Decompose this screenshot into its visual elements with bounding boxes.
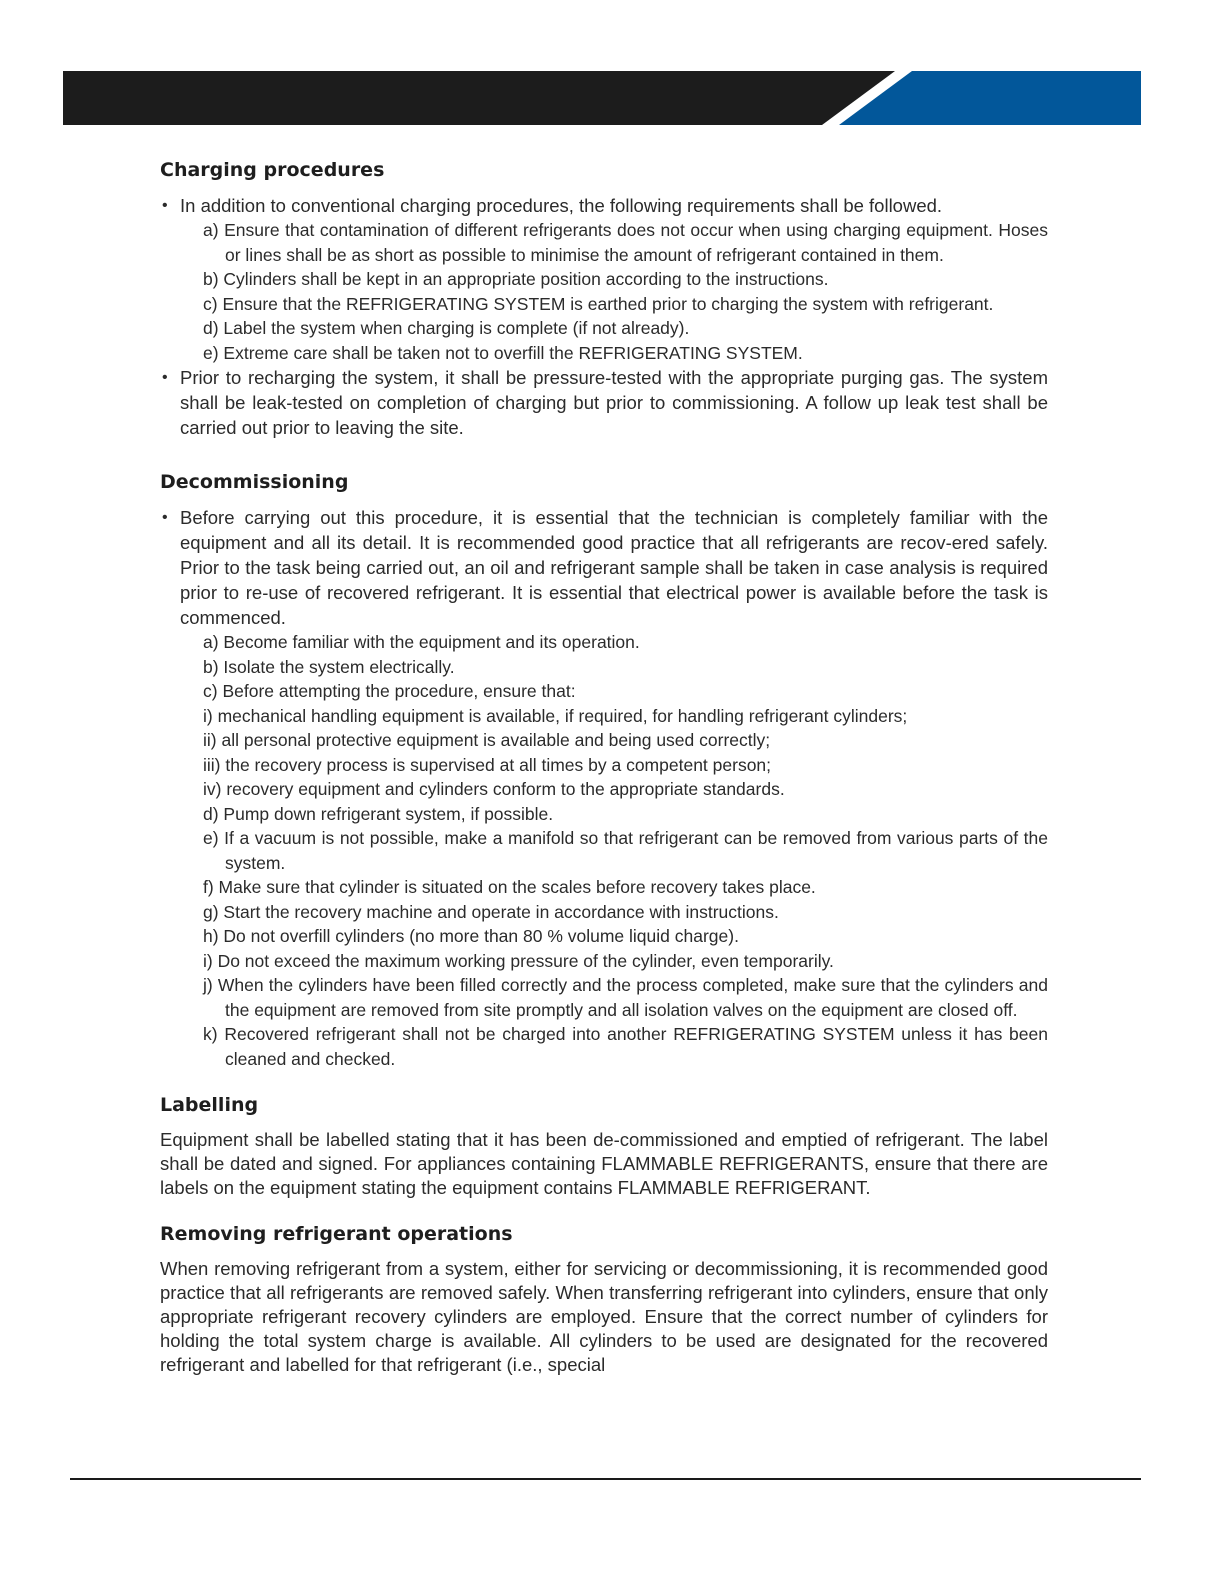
decommissioning-item-e: e) If a vacuum is not possible, make a manifold so that refrigerant can be removed from various parts of the system.	[203, 828, 1048, 873]
charging-item-c: c) Ensure that the REFRIGERATING SYSTEM is earthed prior to charging the system with refrigerant.	[203, 293, 994, 314]
charging-item-b: b) Cylinders shall be kept in an appropriate position according to the instructions.	[203, 269, 829, 289]
header-band	[0, 0, 1224, 140]
decommissioning-bullets	[160, 505, 1048, 1071]
footer-rule	[70, 1478, 1141, 1480]
heading-charging-procedures: Charging procedures	[160, 159, 385, 181]
heading-removing-refrigerant: Removing refrigerant operations	[160, 1223, 513, 1245]
charging-item-d: d) Label the system when charging is complete (if not already).	[203, 318, 690, 338]
header-accent-bar	[839, 71, 1141, 125]
heading-decommissioning: Decommissioning	[160, 471, 349, 493]
heading-labelling: Labelling	[160, 1094, 259, 1116]
section-labelling	[160, 1093, 1048, 1200]
decommissioning-item-j: j) When the cylinders have been filled correctly and the process completed, make sure that the cylinders and the equipment are removed from site promptly and all isolation valves on the equipment are closed off.	[203, 975, 1048, 1020]
decommissioning-item-i-exceed: i) Do not exceed the maximum working pressure of the cylinder, even temporarily.	[203, 950, 834, 971]
header-dark-bar	[63, 71, 895, 125]
decommissioning-item-b: b) Isolate the system electrically.	[203, 656, 455, 677]
charging-bullet-1-text: In addition to conventional charging procedures, the following requirements shall be followed.	[180, 195, 943, 216]
decommissioning-item-h: h) Do not overfill cylinders (no more than 80 % volume liquid charge).	[203, 926, 739, 946]
charging-bullet-2: • Prior to recharging the system, it shall be pressure-tested with the appropriate purging gas. The system shall be leak-tested on completion of charging but prior to commissioning. A follow up leak test shall be carried out prior to leaving the site.	[160, 365, 1048, 440]
page-content	[160, 158, 1048, 1407]
decommissioning-item-d: d) Pump down refrigerant system, if possible.	[203, 803, 554, 824]
decommissioning-item-iii: iii) the recovery process is supervised at all times by a competent person;	[203, 754, 772, 775]
charging-item-a: a) Ensure that contamination of different refrigerants does not occur when using charging equipment. Hoses or lines shall be as short as possible to minimise the amount of refrigerant contained in them.	[203, 220, 1048, 265]
decommissioning-item-k: k) Recovered refrigerant shall not be charged into another REFRIGERATING SYSTEM unless it has been cleaned and checked.	[203, 1024, 1048, 1069]
decommissioning-item-iv: iv) recovery equipment and cylinders conform to the appropriate standards.	[203, 779, 785, 799]
decommissioning-bullet-1-text: Before carrying out this procedure, it is essential that the technician is completely familiar with the equipment and all its detail. It is recommended good practice that all refrigerants are recov-ered safely. Prior to the task being carried out, an oil and refrigerant sample shall be taken in case analysis is required prior to re-use of recovered refrigerant. It is essential that electrical power is available before the task is commenced.	[180, 507, 1048, 628]
decommissioning-item-c: c) Before attempting the procedure, ensure that:	[203, 681, 576, 701]
section-removing-refrigerant	[160, 1222, 1048, 1377]
decommissioning-item-f: f) Make sure that cylinder is situated on the scales before recovery takes place.	[203, 877, 816, 897]
decommissioning-item-ii: ii) all personal protective equipment is available and being used correctly;	[203, 730, 771, 750]
decommissioning-item-g: g) Start the recovery machine and operate in accordance with instructions.	[203, 901, 779, 922]
decommissioning-sub-list	[180, 630, 1048, 1071]
labelling-paragraph: Equipment shall be labelled stating that it has been de-commissioned and emptied of refrigerant. The label shall be dated and signed. For appliances containing FLAMMABLE REFRIGERANTS, ensure that there are labels on the equipment stating the equipment contains FLAMMABLE REFRIGERANT.	[160, 1129, 1048, 1198]
decommissioning-bullet-1	[160, 505, 1048, 1071]
removing-paragraph: When removing refrigerant from a system, either for servicing or decommissioning, it is recommended good practice that all refrigerants are removed safely. When transferring refrigerant into cylinders, ensure that only appropriate refrigerant recovery cylinders are employed. Ensure that the correct number of cylinders for holding the total system charge is available. All cylinders to be used are designated for the recovered refrigerant and labelled for that refrigerant (i.e., special	[160, 1258, 1048, 1375]
section-charging-procedures	[160, 158, 1048, 440]
decommissioning-item-i: i) mechanical handling equipment is available, if required, for handling refrigerant cylinders;	[203, 705, 908, 726]
charging-sub-list	[180, 218, 1048, 365]
charging-item-e: e) Extreme care shall be taken not to overfill the REFRIGERATING SYSTEM.	[203, 342, 803, 363]
decommissioning-item-a: a) Become familiar with the equipment and its operation.	[203, 632, 640, 652]
section-decommissioning	[160, 470, 1048, 1071]
charging-bullet-1	[160, 193, 1048, 365]
charging-bullets	[160, 193, 1048, 440]
